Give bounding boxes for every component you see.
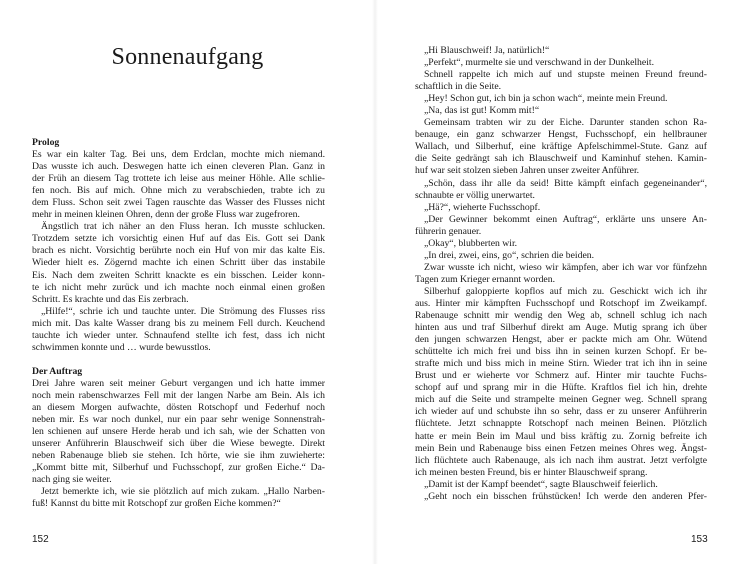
text-line: die Seite gedrängt sah ich Blauschweif und Kaminhuf stehen. Kamin- xyxy=(415,153,707,165)
text-line: „Perfekt“, murmelte sie und verschwand in der Dunkelheit. xyxy=(424,57,655,69)
text-line: Es war ein kalter Tag. Bei uns, dem Erdclan, mochte mich niemand. xyxy=(32,149,325,161)
text-line: aus. Hinter mir kämpften Fuchsschopf und Rotschopf im Zweikampf. xyxy=(415,297,707,309)
text-line: Drei Jahre waren seit meiner Geburt vergangen und ich hatte immer xyxy=(32,377,325,389)
page-number-right: 153 xyxy=(691,534,708,545)
text-line: den jungen schwarzen Hengst, aber er packte mich am Ohr. Wütend xyxy=(415,334,707,346)
text-line: brach es nicht. Vorsichtig berührte noch ein Huf von mir das kalte Eis. xyxy=(32,245,325,257)
text-line: Ängstlich trat ich näher an den Fluss heran. Ich musste schlucken. xyxy=(41,221,325,233)
text-line: huf war seit stolzen sieben Jahren unser zweiter Anführer. xyxy=(415,165,640,177)
text-line: flüchtete. Jetzt schnappte Rotschopf nach meinen Beinen. Plötzlich xyxy=(415,418,707,430)
chapter-title: Sonnenaufgang xyxy=(111,44,264,70)
text-line: „Kommt bitte mit, Silberhuf und Fuchsschopf, zur großen Eiche.“ Da- xyxy=(32,462,325,474)
text-line: Wieder hielt es. Zögernd machte ich einen Schritt über das instabile xyxy=(32,257,325,269)
right-page xyxy=(375,0,750,564)
text-line: Eis. Nach dem zweiten Schritt knackte es ein bisschen. Leider konn- xyxy=(32,269,325,281)
text-line: lich flüchtete auch Rabenauge, als ich nach ihm austrat. Jetzt verfolgte xyxy=(415,454,707,466)
text-line: schopf auf und sprang mir in die Hüfte. Kraftlos fiel ich hin, drehte xyxy=(415,382,707,394)
right-text-column xyxy=(415,45,707,503)
text-line: fen noch. Bis auf mich. Ohne mich zu verabschieden, trabte ich zu xyxy=(32,185,325,197)
text-line: neben mir. Es war noch dunkel, nur ein paar sehr wenige Sonnenstrah- xyxy=(32,414,325,426)
text-line: Rabenauge schnitt mir wendig den Weg ab, schnell schlug ich nach xyxy=(415,310,707,322)
text-line: mehr in meinen kleinen Ohren, denn der große Fluss war zugefroren. xyxy=(32,209,300,221)
text-line: Silberhuf galoppierte kopflos auf mich zu. Geschickt wich ich ihr xyxy=(424,285,707,297)
text-line: ich meinen besten Freund, bis er hinter Blauschweif sprang. xyxy=(415,466,648,478)
text-line: Jetzt bemerkte ich, wie sie plötzlich auf mich zukam. „Hallo Narben- xyxy=(41,486,325,498)
text-line: Wallach, und Silberhuf, eine kräftige Apfelschimmel-Stute. Ganz auf xyxy=(415,141,707,153)
text-line: hatte er mein Bein im Maul und biss kräftig zu. Zornig befreite ich xyxy=(415,430,707,442)
text-line: schnaubte er völlig unerwartet. xyxy=(415,189,535,201)
text-line: „Der Gewinner bekommt einen Auftrag“, erklärte uns unsere An- xyxy=(424,213,707,225)
text-line: „Geht noch ein bisschen frühstücken! Ich werde den anderen Pfer- xyxy=(424,490,707,502)
section-heading: Der Auftrag xyxy=(32,365,83,377)
text-line: „Okay“, blubberten wir. xyxy=(424,237,518,249)
text-line: len schienen auf unsere Herde herab und ich sah, wie der Schatten von xyxy=(32,426,325,438)
left-text-column xyxy=(32,137,325,510)
text-line: Schritt. Es krachte und das Eis zerbrach. xyxy=(32,293,189,305)
text-line: benauge, ein ganz schwarzer Hengst, Fuchsschopf, ein hellbrauner xyxy=(415,129,707,141)
text-line: Gemeinsam trabten wir zu der Eiche. Darunter standen schon Ra- xyxy=(424,117,707,129)
text-line: „Hilfe!“, schrie ich und tauchte unter. Die Strömung des Flusses riss xyxy=(41,305,325,317)
text-line: nach ging sie weiter. xyxy=(32,474,112,486)
text-line: „In drei, zwei, eins, go“, schrien die beiden. xyxy=(424,249,595,261)
page-number-left: 152 xyxy=(32,534,49,545)
text-line: „Hi Blauschweif! Ja, natürlich!“ xyxy=(424,45,550,56)
text-line: Brust und er wieherte vor Schmerz auf. Hinter mir tauchte Fuchs- xyxy=(415,370,707,382)
text-line: dem Fluss. Schon seit zwei Tagen rauschte das Wasser des Flusses nicht xyxy=(32,197,325,209)
text-line: fuß! Kannst du bitte mit Rotschopf zur großen Eiche kommen?“ xyxy=(32,498,281,510)
text-line: Tagen zum Krieger ernannt worden. xyxy=(415,273,555,285)
text-line: der Früh an diesem Tag trottete ich leise aus meiner Höhle. Alle schlie- xyxy=(32,173,325,185)
text-line: unserer Anführerin Blauschweif sich über die Wiese bewegte. Direkt xyxy=(32,438,325,450)
text-line: schaftlich in die Seite. xyxy=(415,81,502,93)
text-line: te ich nicht mehr zurück und ich machte noch einmal einen großen xyxy=(32,281,325,293)
section-heading: Prolog xyxy=(32,137,60,148)
text-line: schwimmen konnte und … wurde bewusstlos. xyxy=(32,341,211,353)
text-line: „Hey! Schon gut, ich bin ja schon wach“, meinte mein Freund. xyxy=(424,93,668,105)
text-line: „Damit ist der Kampf beendet“, sagte Blauschweif feierlich. xyxy=(424,478,658,490)
text-line: Zwar wusste ich nicht, wieso wir kämpfen, aber ich war vor fünfzehn xyxy=(424,261,707,273)
text-line: Trotzdem setzte ich vorsichtig einen Huf auf das Eis. Gott sei Dank xyxy=(32,233,325,245)
text-line: Schnell rappelte ich mich auf und stupste meinen Freund freund- xyxy=(424,69,707,81)
text-line: neben Rabenauge blieb sie stehen. Ich hörte, wie sie ihm zuwieherte: xyxy=(32,450,325,462)
text-line: hinten aus und traf Silberhuf direkt am Auge. Mutig sprang ich über xyxy=(415,322,707,334)
text-line: „Na, das ist gut! Komm mit!“ xyxy=(424,105,540,117)
text-line: noch mein rabenschwarzes Fell mit der langen Narbe am Bein. Als ich xyxy=(32,389,325,401)
text-line: schüttelte ich mich frei und biss ihn in seinen kurzen Schopf. Er be- xyxy=(415,346,707,358)
text-line: „Hä?“, wieherte Fuchsschopf. xyxy=(424,201,541,213)
text-line: mich mit. Das kalte Wasser drang bis zu meinem Fell durch. Keuchend xyxy=(32,317,325,329)
text-line: ich wieder auf und schubste ihn so sehr, dass er zu unserer Anführerin xyxy=(415,406,707,418)
text-line: mich auf die Seite und strampelte meinen Gegner weg. Schnell sprang xyxy=(415,394,707,406)
text-line: straftе mich und biss mich in meine Stirn. Wieder trat ich ihn in seine xyxy=(415,358,707,370)
text-line: mein Bein und Rabenauge biss einen Fetzen meines Ohres weg. Ängst- xyxy=(415,442,707,454)
text-line: Das wusste ich auch. Deswegen hatte ich einen cleveren Plan. Ganz in xyxy=(32,161,325,173)
text-line: an diesem Morgen aufwachte, dösten Rotschopf und Federhuf noch xyxy=(32,402,325,414)
text-line: führerin genauer. xyxy=(415,225,482,237)
text-line: „Schön, dass ihr alle da seid! Bitte kämpft einfach gegeneinander“, xyxy=(424,177,707,189)
text-line: tauchte ich wieder unter. Schnaufend stellte ich fest, dass ich nicht xyxy=(32,329,325,341)
section-gap xyxy=(32,354,325,366)
